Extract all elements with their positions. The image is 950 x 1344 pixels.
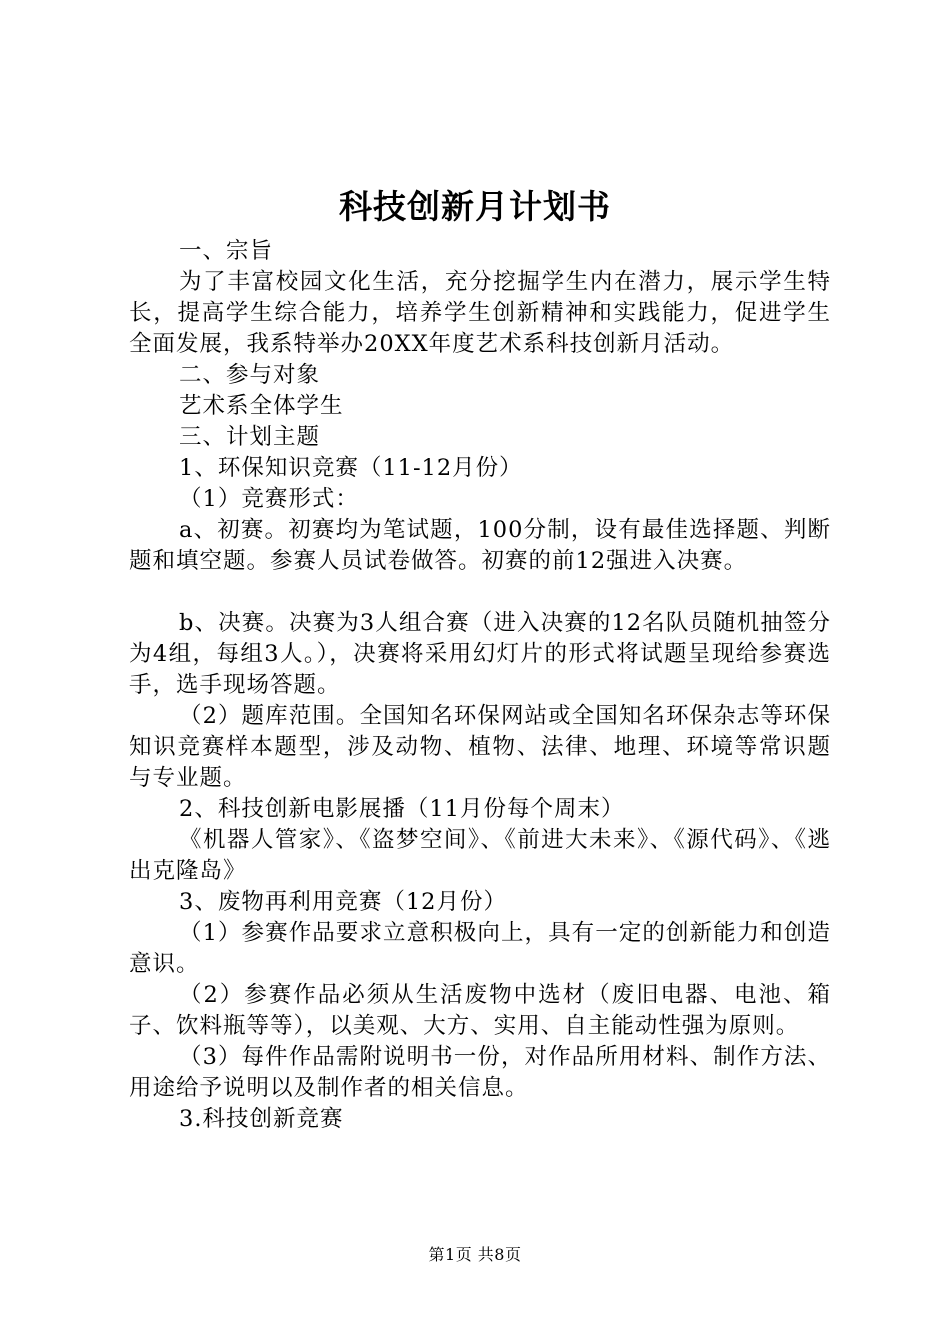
item-recycling-rule-1: （1）参赛作品要求立意积极向上，具有一定的创新能力和创造意识。 xyxy=(129,920,831,977)
document-title: 科技创新月计划书 xyxy=(339,187,611,226)
item-preliminary: a、初赛。初赛均为笔试题，100分制，设有最佳选择题、判断题和填空题。参赛人员试卷做答。初赛的前12强进入决赛。 xyxy=(129,517,831,574)
item-question-bank: （2）题库范围。全国知名环保网站或全国知名环保杂志等环保知识竞赛样本题型，涉及动物、植物、法律、地理、环境等常识题与专业题。 xyxy=(129,703,831,791)
paragraph-participants: 艺术系全体学生 xyxy=(179,393,344,419)
section-heading-participants: 二、参与对象 xyxy=(179,362,321,388)
paragraph-film-list: 《机器人管家》、《盗梦空间》、《前进大未来》、《源代码》、《逃出克隆岛》 xyxy=(129,827,831,884)
subheading-eco-quiz: 1、环保知识竞赛（11-12月份） xyxy=(179,455,523,481)
item-recycling-rule-2: （2）参赛作品必须从生活废物中选材（废旧电器、电池、箱子、饮料瓶等等），以美观、大方、实用、自主能动性强为原则。 xyxy=(129,982,831,1039)
subheading-recycling-contest: 3、废物再利用竞赛（12月份） xyxy=(179,889,507,915)
document-body xyxy=(129,236,831,1135)
item-quiz-format: （1）竞赛形式： xyxy=(179,486,359,512)
page-number: 第1页 共8页 xyxy=(428,1245,522,1264)
section-heading-purpose: 一、宗旨 xyxy=(179,238,274,264)
subheading-innovation-contest: 3.科技创新竞赛 xyxy=(179,1106,344,1132)
item-recycling-rule-3: （3）每件作品需附说明书一份，对作品所用材料、制作方法、用途给予说明以及制作者的相关信息。 xyxy=(129,1044,831,1101)
subheading-film-screening: 2、科技创新电影展播（11月份每个周末） xyxy=(179,796,625,822)
section-heading-themes: 三、计划主题 xyxy=(179,424,321,450)
paragraph-purpose: 为了丰富校园文化生活，充分挖掘学生内在潜力，展示学生特长，提高学生综合能力，培养学生创新精神和实践能力，促进学生全面发展，我系特举办20XX年度艺术系科技创新月活动。 xyxy=(129,269,831,357)
item-final: b、决赛。决赛为3人组合赛（进入决赛的12名队员随机抽签分为4组，每组3人。），决赛将采用幻灯片的形式将试题呈现给参赛选手，选手现场答题。 xyxy=(129,610,831,698)
